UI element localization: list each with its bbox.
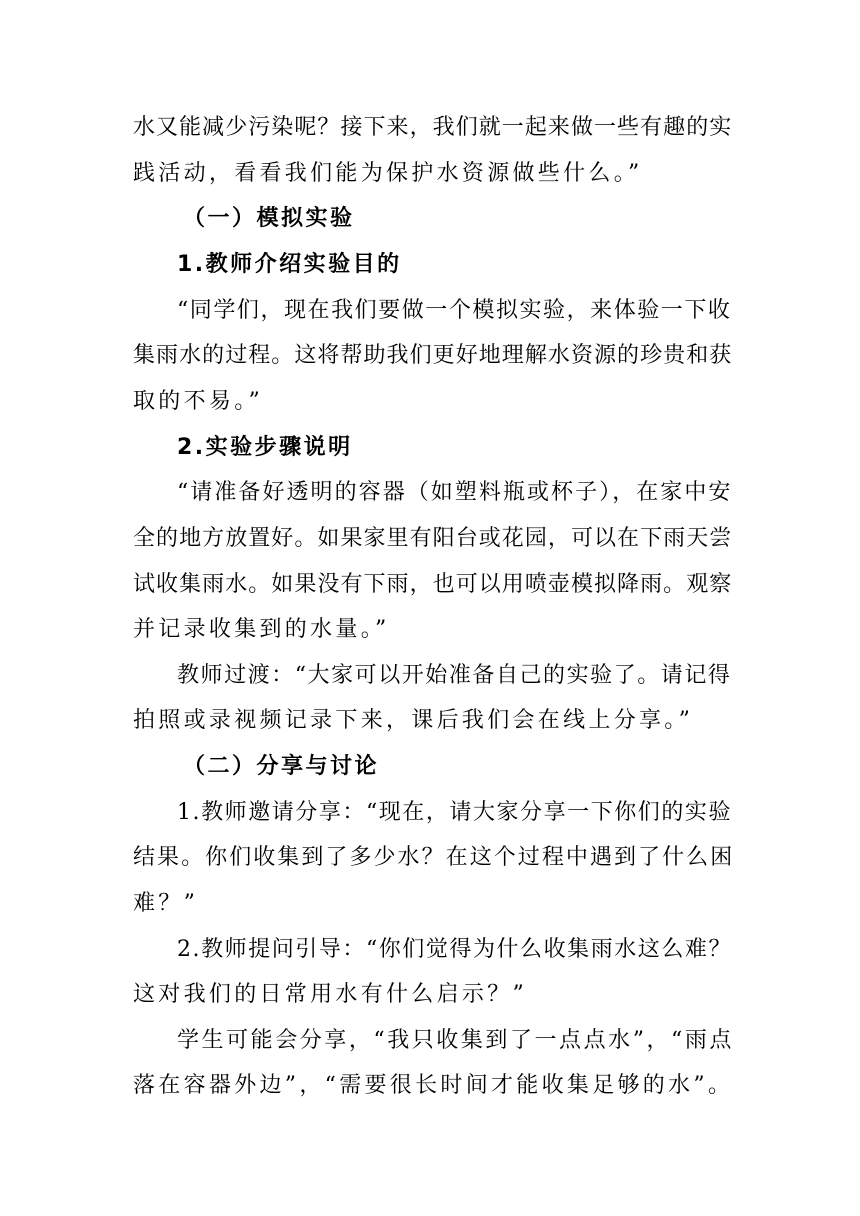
paragraph-line: 集雨水的过程。这将帮助我们更好地理解水资源的珍贵和获 xyxy=(133,343,733,368)
paragraph-line: 全的地方放置好。如果家里有阳台或花园，可以在下雨天尝 xyxy=(133,526,733,551)
paragraph-line: 教师过渡：“大家可以开始准备自己的实验了。请记得 xyxy=(177,663,732,688)
paragraph-line: 践活动，看看我们能为保护水资源做些什么。” xyxy=(133,161,643,186)
paragraph-line: 试收集雨水。如果没有下雨，也可以用喷壶模拟降雨。观察 xyxy=(133,572,733,597)
paragraph-line: 取的不易。” xyxy=(133,389,264,414)
section-heading: （一）模拟实验 xyxy=(183,206,355,231)
section-heading: （二）分享与讨论 xyxy=(183,754,380,779)
subsection-heading: 2.实验步骤说明 xyxy=(177,435,353,460)
paragraph-line: 难？” xyxy=(133,891,199,916)
paragraph-line: 并记录收集到的水量。” xyxy=(133,617,390,642)
paragraph-line: 学生可能会分享，“我只收集到了一点点水”，“雨点 xyxy=(177,1028,734,1053)
paragraph-line: 拍照或录视频记录下来，课后我们会在线上分享。” xyxy=(133,708,694,733)
paragraph-line: “请准备好透明的容器（如塑料瓶或杯子），在家中安 xyxy=(177,480,733,505)
paragraph-line: 这对我们的日常用水有什么启示？” xyxy=(133,982,528,1007)
paragraph-line: 2.教师提问引导：“你们觉得为什么收集雨水这么难？ xyxy=(177,937,732,962)
subsection-heading: 1.教师介绍实验目的 xyxy=(177,252,402,277)
paragraph-line: 水又能减少污染呢？接下来，我们就一起来做一些有趣的实 xyxy=(133,115,733,140)
paragraph-line: 落在容器外边”，“需要很长时间才能收集足够的水”。 xyxy=(133,1073,734,1098)
paragraph-line: 结果。你们收集到了多少水？在这个过程中遇到了什么困 xyxy=(133,845,735,870)
paragraph-line: “同学们，现在我们要做一个模拟实验，来体验一下收 xyxy=(177,298,732,323)
paragraph-line: 1.教师邀请分享：“现在，请大家分享一下你们的实验 xyxy=(177,800,732,825)
